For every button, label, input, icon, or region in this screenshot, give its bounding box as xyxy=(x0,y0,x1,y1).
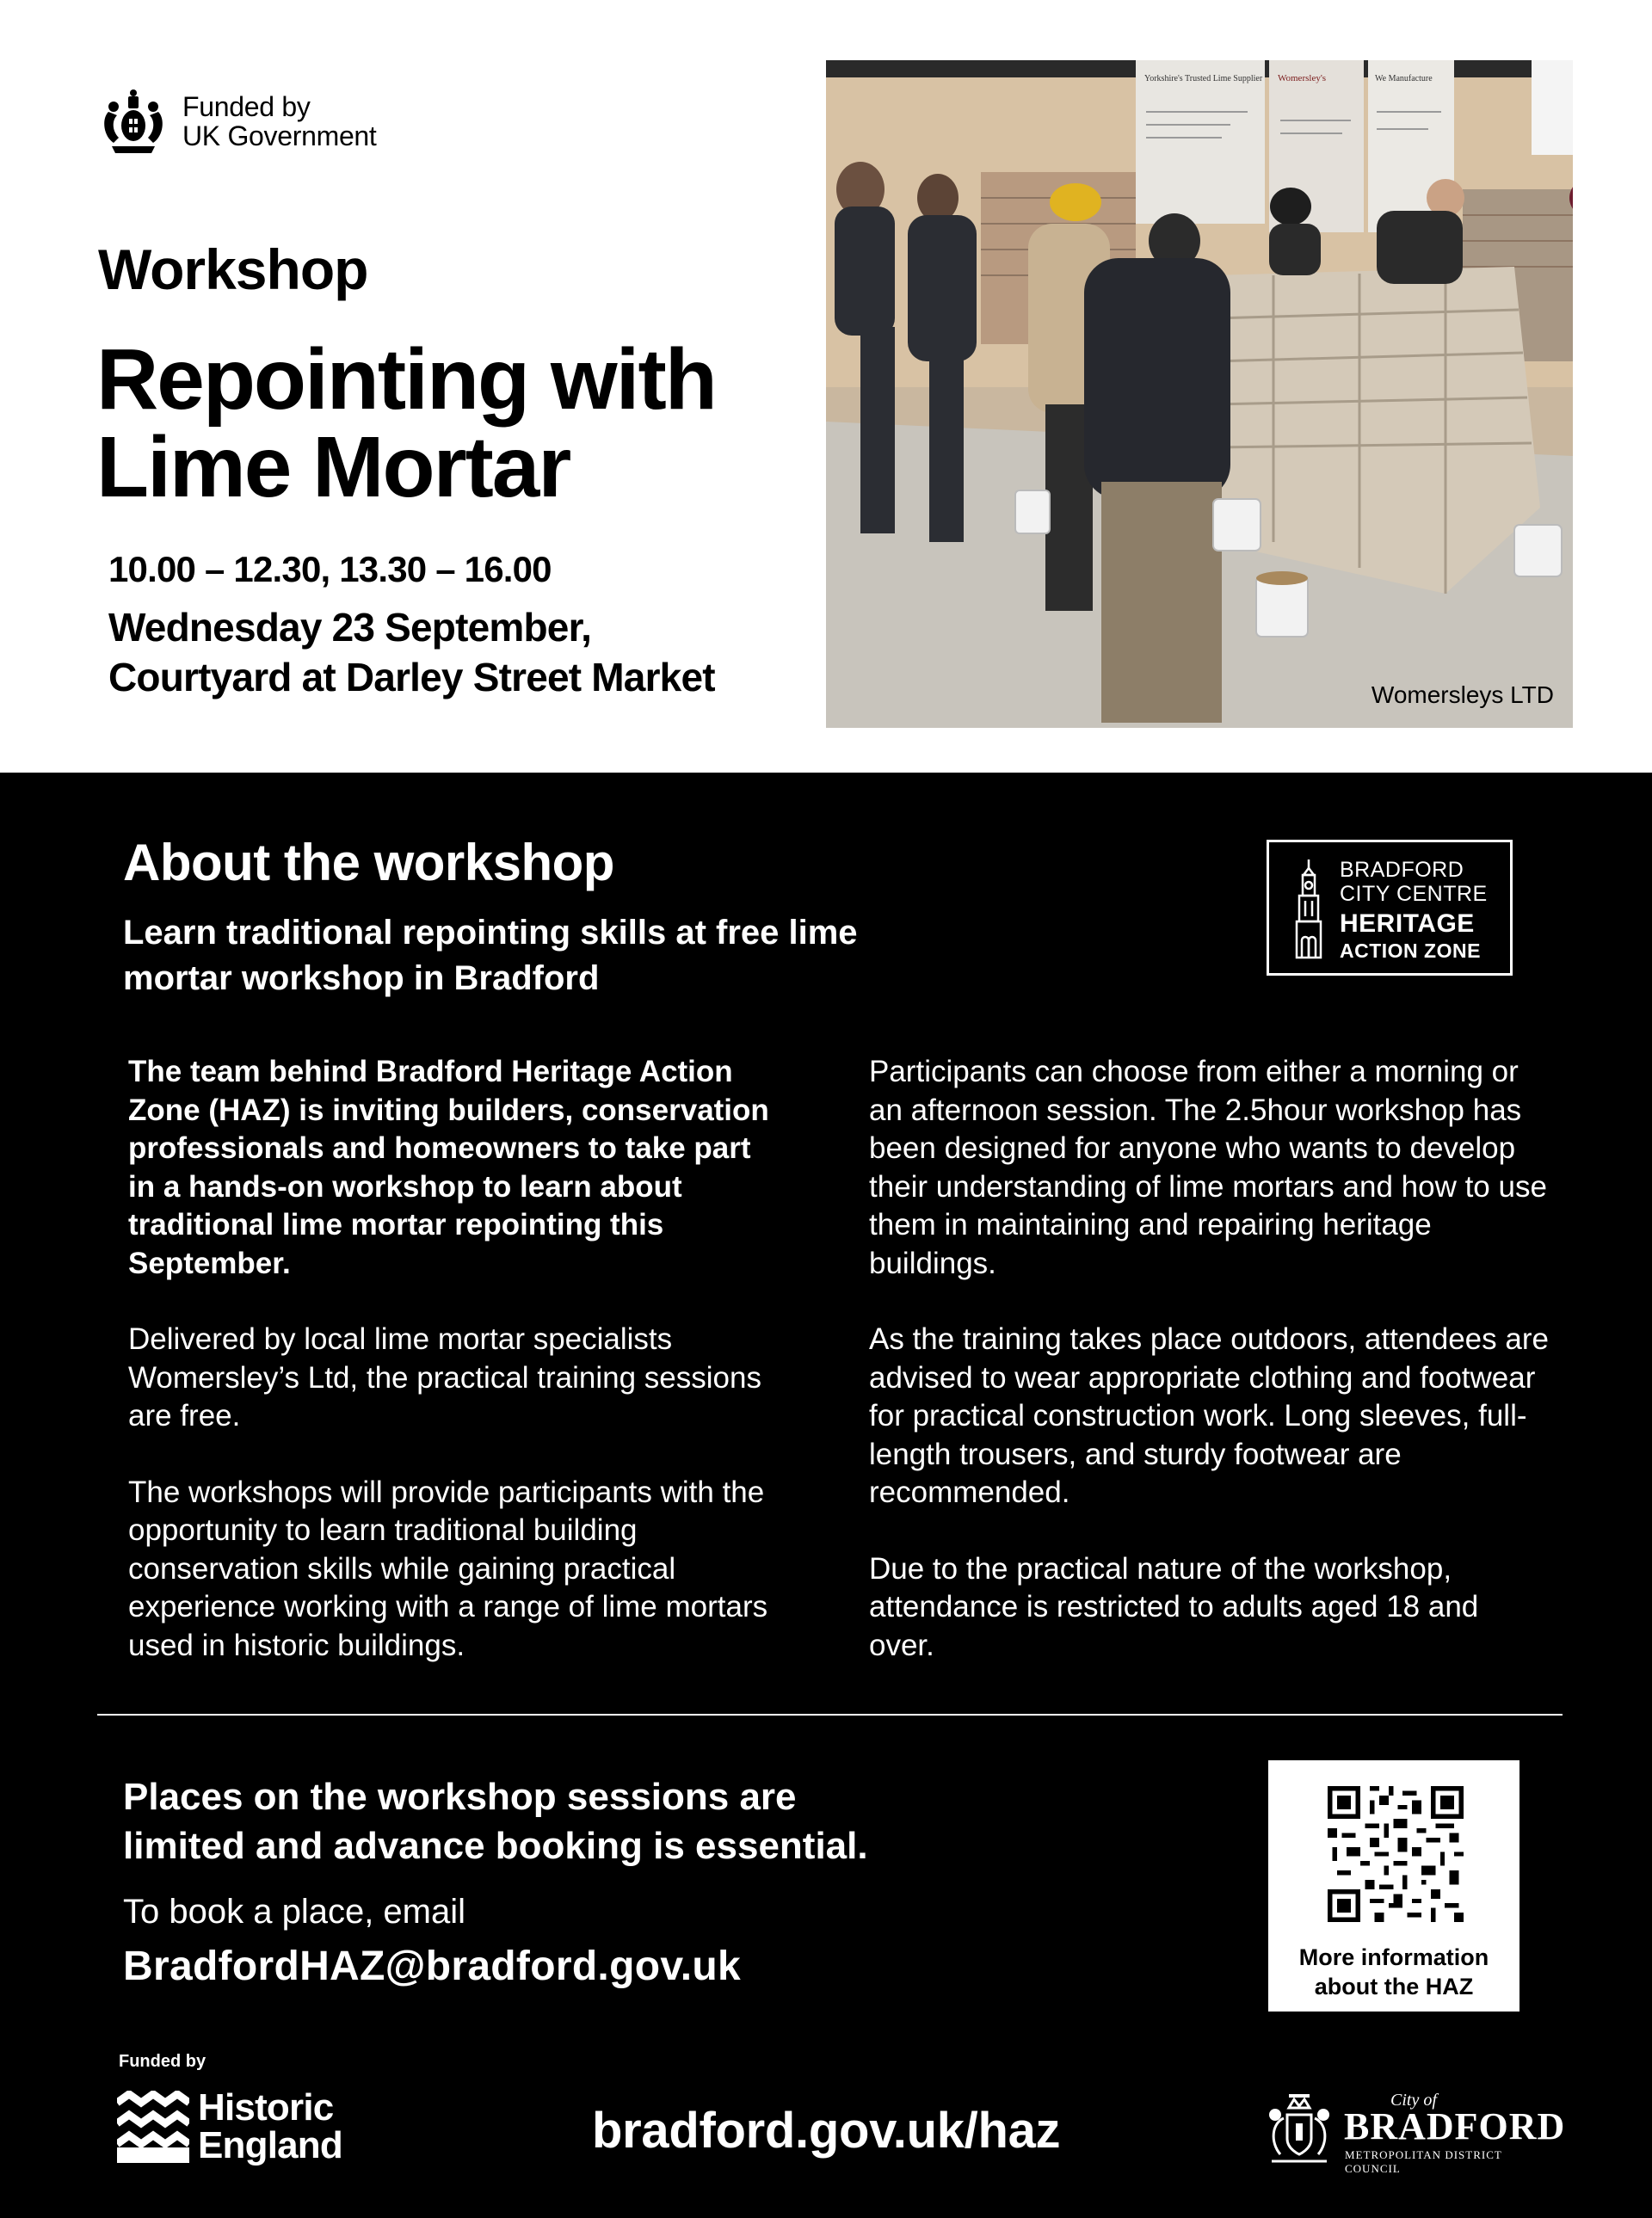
skills-paragraph: The workshops will provide participants with the opportunity to learn traditional building conservation skills while gaining practical experience working with a range of lime mortars used in historic buildings. xyxy=(128,1475,768,1662)
he-line-1: Historic xyxy=(198,2086,334,2129)
council-name: BRADFORD xyxy=(1344,2105,1566,2147)
uk-government-text xyxy=(182,92,377,151)
booking-notice-line-2: limited and advance booking is essential. xyxy=(123,1825,868,1867)
funded-by-line: Funded by xyxy=(182,91,311,122)
event-title xyxy=(96,331,819,515)
title-line-2: Lime Mortar xyxy=(96,419,570,515)
about-section xyxy=(0,773,1652,2218)
bradford-council-logo xyxy=(1263,2089,1566,2175)
delivery-paragraph: Delivered by local lime mortar specialists Womersley’s Ltd, the practical training sessions are free. xyxy=(128,1322,761,1432)
uk-government-badge xyxy=(96,86,377,157)
qr-code-panel[interactable] xyxy=(1268,1760,1519,2012)
event-date-location xyxy=(108,602,715,702)
event-times: 10.00 – 12.30, 13.30 – 16.00 xyxy=(108,549,552,589)
haz-line-4: ACTION ZONE xyxy=(1340,940,1481,962)
about-heading: About the workshop xyxy=(123,834,614,891)
council-city-of: City of xyxy=(1390,2091,1437,2110)
photo-credit: Womersleys LTD xyxy=(1371,681,1554,708)
clothing-paragraph: As the training takes place outdoors, attendees are advised to wear appropriate clothing and footwear for practical construction work. Long sleeves, full-length trousers, and sturdy footwear are recommended. xyxy=(869,1322,1549,1509)
historic-england-text xyxy=(198,2086,342,2166)
booking-notice-line-1: Places on the workshop sessions are xyxy=(123,1776,797,1818)
website-link[interactable]: bradford.gov.uk/haz xyxy=(592,2103,1061,2159)
qr-caption xyxy=(1268,1943,1519,2001)
qr-caption-line-1: More information xyxy=(1298,1944,1489,1970)
event-kicker: Workshop xyxy=(98,237,368,301)
booking-email-link[interactable]: BradfordHAZ@bradford.gov.uk xyxy=(123,1944,741,1989)
heritage-action-zone-logo xyxy=(1267,840,1513,976)
section-divider xyxy=(97,1714,1563,1716)
funded-by-label: Funded by xyxy=(119,2052,206,2071)
about-right-column xyxy=(869,1053,1549,1703)
event-date: Wednesday 23 September, xyxy=(108,605,592,650)
haz-line-2: CITY CENTRE xyxy=(1340,882,1488,906)
booking-label: To book a place, email xyxy=(123,1893,466,1931)
event-header xyxy=(0,0,1652,773)
haz-line-1: BRADFORD xyxy=(1340,858,1464,882)
qr-caption-line-2: about the HAZ xyxy=(1314,1974,1474,1999)
workshop-photo xyxy=(826,60,1573,728)
sessions-paragraph: Participants can choose from either a morning or an afternoon session. The 2.5hour workshop has been designed for anyone who wants to develop their understanding of lime mortars and how to use them in maintaining and repairing heritage buildings. xyxy=(869,1055,1547,1280)
clock-tower-icon xyxy=(1295,858,1322,959)
about-left-column xyxy=(128,1053,782,1703)
sign-2-text: Womersley's xyxy=(1278,73,1327,83)
qr-code-icon[interactable] xyxy=(1328,1786,1464,1922)
uk-government-line: UK Government xyxy=(182,120,377,151)
workshop-scene-illustration xyxy=(826,60,1573,728)
about-subheading: Learn traditional repointing skills at free lime mortar workshop in Bradford xyxy=(123,914,858,997)
council-subtitle: METROPOLITAN DISTRICT COUNCIL xyxy=(1345,2148,1502,2175)
he-line-2: England xyxy=(198,2124,342,2166)
age-restriction-paragraph: Due to the practical nature of the workshop, attendance is restricted to adults aged 18 and over. xyxy=(869,1551,1479,1662)
royal-crest-icon xyxy=(96,86,170,157)
title-line-1: Repointing with xyxy=(96,331,716,428)
historic-england-mark-icon xyxy=(117,2091,189,2163)
booking-notice xyxy=(123,1772,1069,1870)
bradford-coat-of-arms-icon xyxy=(1263,2089,1335,2168)
event-location: Courtyard at Darley Street Market xyxy=(108,655,715,699)
sign-1-text: Yorkshire's Trusted Lime Supplier xyxy=(1144,74,1263,83)
historic-england-logo xyxy=(117,2086,342,2166)
intro-paragraph: The team behind Bradford Heritage Action Zone (HAZ) is inviting builders, conservation professionals and homeowners to take part in a hands-on workshop to learn about traditional lime mortar repointing this September. xyxy=(128,1055,769,1280)
haz-logo-text xyxy=(1340,858,1488,963)
sign-3-text: We Manufacture xyxy=(1375,74,1433,83)
haz-line-3: HERITAGE xyxy=(1340,909,1475,938)
